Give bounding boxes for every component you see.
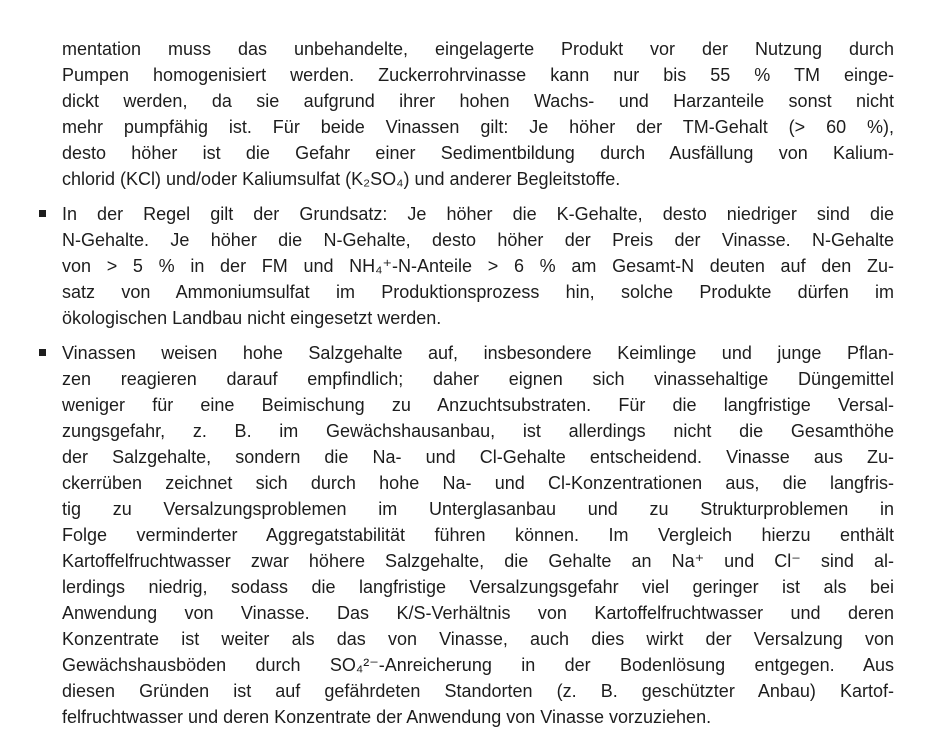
bullet-paragraph-k-n-gehalte [62,201,894,331]
text-line: zen reagieren darauf empfindlich; daher eignen sich vinassehaltige Düngemittel [62,369,894,389]
text-line: Pumpen homogenisiert werden. Zuckerrohrvinasse kann nur bis 55 % TM einge- [62,65,894,85]
bullet-square-icon [39,210,46,217]
text-line: Konzentrate ist weiter als das von Vinasse, auch dies wirkt der Versalzung von [62,629,894,649]
text-line: diesen Gründen ist auf gefährdeten Standorten (z. B. geschützter Anbau) Kartof- [62,681,894,701]
bullet-paragraph-salzgehalte [62,340,894,730]
paragraph-continuation [62,36,894,192]
text-line: zungsgefahr, z. B. im Gewächshausanbau, ist allerdings nicht die Gesamthöhe [62,421,894,441]
text-line: mentation muss das unbehandelte, eingelagerte Produkt vor der Nutzung durch [62,39,894,59]
text-line: Anwendung von Vinasse. Das K/S-Verhältnis von Kartoffelfruchtwasser und deren [62,603,894,623]
text-line: dickt werden, da sie aufgrund ihrer hohen Wachs- und Harzanteile sonst nicht [62,91,894,111]
text-line: chlorid (KCl) und/oder Kaliumsulfat (K₂SO₄) und anderer Begleitstoffe. [62,169,621,189]
text-line: N-Gehalte. Je höher die N-Gehalte, desto höher der Preis der Vinasse. N-Gehalte [62,230,894,250]
text-line: satz von Ammoniumsulfat im Produktionsprozess hin, solche Produkte dürfen im [62,282,894,302]
text-line: von > 5 % in der FM und NH₄⁺-N-Anteile > 6 % am Gesamt-N deuten auf den Zu- [62,256,894,276]
text-line: mehr pumpfähig ist. Für beide Vinassen gilt: Je höher der TM-Gehalt (> 60 %), [62,117,894,137]
text-line: ökologischen Landbau nicht eingesetzt werden. [62,308,442,328]
text-line: Kartoffelfruchtwasser zwar höhere Salzgehalte, die Gehalte an Na⁺ und Cl⁻ sind al- [62,551,894,571]
text-line: Folge verminderter Aggregatstabilität führen können. Im Vergleich hierzu enthält [62,525,894,545]
text-line: In der Regel gilt der Grundsatz: Je höher die K-Gehalte, desto niedriger sind die [62,204,894,224]
text-line: felfruchtwasser und deren Konzentrate der Anwendung von Vinasse vorzuziehen. [62,707,712,727]
text-line: Vinassen weisen hohe Salzgehalte auf, insbesondere Keimlinge und junge Pflan- [62,343,894,363]
text-line: Gewächshausböden durch SO₄²⁻-Anreicherung in der Bodenlösung entgegen. Aus [62,655,894,675]
text-line: der Salzgehalte, sondern die Na- und Cl-Gehalte entscheidend. Vinasse aus Zu- [62,447,894,467]
text-line: ckerrüben zeichnet sich durch hohe Na- und Cl-Konzentrationen aus, die langfris- [62,473,894,493]
bullet-square-icon [39,349,46,356]
text-line: weniger für eine Beimischung zu Anzuchtsubstraten. Für die langfristige Versal- [62,395,894,415]
text-line: tig zu Versalzungsproblemen im Unterglasanbau und zu Strukturproblemen in [62,499,894,519]
text-line: lerdings niedrig, sodass die langfristige Versalzungsgefahr viel geringer ist als bei [62,577,894,597]
text-line: desto höher ist die Gefahr einer Sedimentbildung durch Ausfällung von Kalium- [62,143,894,163]
